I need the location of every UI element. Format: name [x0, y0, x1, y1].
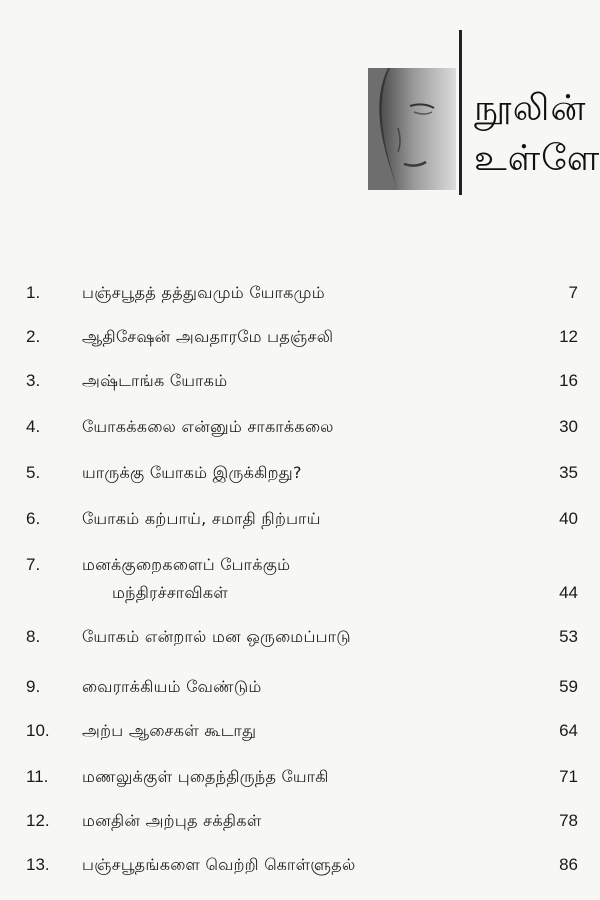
toc-entry-1: [0, 278, 600, 308]
toc-entry-title: யோகக்கலை என்னும் சாகாக்கலை: [82, 417, 334, 436]
toc-entry-8: [0, 622, 600, 652]
toc-entry-4: [0, 412, 600, 442]
toc-entry-number: 6.: [26, 509, 41, 528]
toc-entry-title: பஞ்சபூதங்களை வெற்றி கொள்ளுதல்: [82, 855, 356, 874]
page-title: [474, 84, 600, 184]
toc-entry-page: 53: [559, 627, 578, 646]
toc-entry-number: 9.: [26, 677, 41, 696]
toc-entry-page: 16: [559, 371, 578, 390]
toc-entry-page: 40: [559, 509, 578, 528]
toc-entry-number: 8.: [26, 627, 41, 646]
toc-entry-11: [0, 762, 600, 792]
toc-entry-7: [0, 550, 600, 610]
toc-entry-page: 35: [559, 463, 578, 482]
toc-entry-6: [0, 504, 600, 534]
toc-entry-page: 44: [559, 583, 578, 602]
toc-entry-13: [0, 850, 600, 880]
toc-entry-number: 1.: [26, 283, 41, 302]
toc-entry-12: [0, 806, 600, 836]
toc-entry-number: 4.: [26, 417, 41, 436]
toc-entry-9: [0, 672, 600, 702]
toc-entry-title: மணலுக்குள் புதைந்திருந்த யோகி: [82, 767, 329, 786]
toc-entry-number: 12.: [26, 811, 50, 830]
toc-entry-title: அஷ்டாங்க யோகம்: [82, 371, 228, 390]
toc-entry-page: 64: [559, 721, 578, 740]
toc-entry-title: மனக்குறைகளைப் போக்கும்: [82, 555, 291, 574]
toc-entry-2: [0, 322, 600, 352]
page-title-line2: உள்ளே: [474, 138, 600, 179]
toc-entry-page: 78: [559, 811, 578, 830]
toc-entry-title: யோகம் என்றால் மன ஒருமைப்பாடு: [82, 627, 351, 646]
toc-entry-page: 7: [568, 283, 578, 302]
header-divider: [459, 30, 462, 195]
page-title-line1: நூலின்: [474, 88, 587, 129]
toc-entry-page: 12: [559, 327, 578, 346]
toc-entry-number: 11.: [26, 767, 49, 786]
toc-entry-number: 7.: [26, 555, 41, 574]
toc-entry-title: யாருக்கு யோகம் இருக்கிறது?: [82, 463, 302, 482]
toc-entry-page: 86: [559, 855, 578, 874]
toc-entry-10: [0, 716, 600, 746]
toc-entry-page: 59: [559, 677, 578, 696]
toc-entry-title-continued: மந்திரச்சாவிகள்: [112, 583, 229, 602]
toc-entry-title: அற்ப ஆசைகள் கூடாது: [82, 721, 257, 740]
toc-entry-title: மனதின் அற்புத சக்திகள்: [82, 811, 262, 830]
toc-entry-number: 5.: [26, 463, 41, 482]
toc-entry-number: 3.: [26, 371, 41, 390]
toc-entry-number: 10.: [26, 721, 50, 740]
toc-entry-title: யோகம் கற்பாய், சமாதி நிற்பாய்: [82, 509, 321, 528]
toc-entry-number: 2.: [26, 327, 41, 346]
toc-entry-page: 30: [559, 417, 578, 436]
toc-entry-5: [0, 458, 600, 488]
toc-entry-title: பஞ்சபூதத் தத்துவமும் யோகமும்: [82, 283, 325, 302]
toc-entry-number: 13.: [26, 855, 50, 874]
face-portrait-icon: [368, 68, 456, 190]
toc-entry-title: வைராக்கியம் வேண்டும்: [82, 677, 262, 696]
toc-entry-3: [0, 366, 600, 396]
toc-entry-page: 71: [559, 767, 578, 786]
toc-entry-title: ஆதிசேஷன் அவதாரமே பதஞ்சலி: [82, 327, 334, 346]
